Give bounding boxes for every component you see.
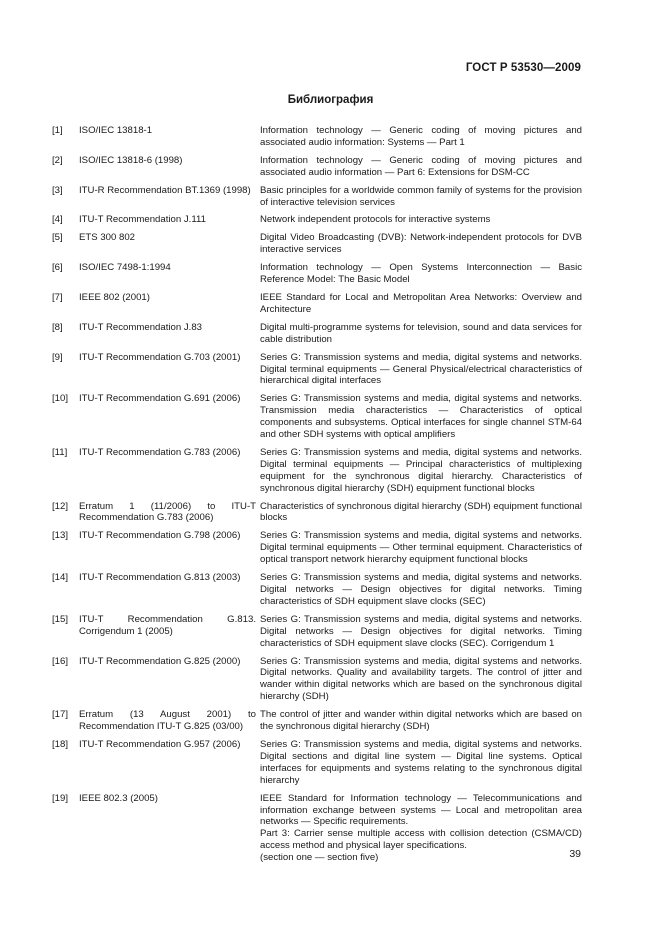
entry-number: [15] xyxy=(52,613,69,625)
entry-number: [12] xyxy=(52,500,69,512)
entry-description: Series G: Transmission systems and media, digital systems and networks. Digital sections and digital line system — Digital line systems. Optical interfaces for equipments and systems relating to the synchronous digital hierarchy xyxy=(260,738,582,786)
entry-description: Information technology — Generic coding of moving pictures and associated audio information: Systems — Part 1 xyxy=(260,125,582,148)
bibliography-entry xyxy=(52,393,582,447)
entry-reference: ETS 300 802 xyxy=(79,232,136,244)
bibliography-entry xyxy=(52,572,582,614)
entry-reference: ITU-T Recommendation G.703 (2001) xyxy=(79,351,241,363)
entry-number: [13] xyxy=(52,530,69,542)
entry-description: Series G: Transmission systems and media, digital systems and networks. Digital networks. Quality and availability targets. The control of jitter and wander within digital networks which are based on the synchronous digital hierarchy (SDH) xyxy=(260,655,582,703)
bibliography-table xyxy=(52,125,582,870)
bibliography-entry xyxy=(52,214,582,232)
entry-number: [7] xyxy=(52,291,63,303)
entry-description: Series G: Transmission systems and media, digital systems and networks. Digital terminal equipments — Principal characteristics of multiplexing equipment for the synchronous digital hierarchy. Characteristics of synchronous digital hierarchy (SDH) equipment functional blocks xyxy=(260,446,582,494)
entry-number: [17] xyxy=(52,709,69,721)
entry-number: [14] xyxy=(52,572,69,584)
entry-description: IEEE Standard for Information technology — Telecommunications and information exchange between systems — Local and metropolitan area networks — Specific requirements. Part 3: Carrier sense multiple access with collision detection (CSMA/CD) access method and physical layer specifications. (section one — section five) xyxy=(260,792,582,864)
entry-reference: ISO/IEC 13818-1 xyxy=(79,125,153,136)
entry-description: Basic principles for a worldwide common family of systems for the provision of interactive television services xyxy=(260,184,582,208)
entry-number: [2] xyxy=(52,154,63,166)
entry-reference: ITU-T Recommendation J.83 xyxy=(79,321,202,333)
entry-reference: Erratum (13 August 2001) to Recommendation ITU-T G.825 (03/00) xyxy=(79,709,256,733)
bibliography-entry xyxy=(52,793,582,870)
entry-number: [4] xyxy=(52,214,63,226)
entry-reference: IEEE 802 (2001) xyxy=(79,291,150,303)
bibliography-entry xyxy=(52,530,582,572)
entry-number: [16] xyxy=(52,655,69,667)
entry-reference: ITU-T Recommendation G.798 (2006) xyxy=(79,530,241,542)
entry-description: Information technology — Generic coding of moving pictures and associated audio information — Part 6: Extensions for DSM-CC xyxy=(260,154,582,178)
bibliography-entry xyxy=(52,501,582,531)
entry-number: [9] xyxy=(52,351,63,363)
bibliography-entry xyxy=(52,155,582,185)
entry-description: Information technology — Open Systems Interconnection — Basic Reference Model: The Basic Model xyxy=(260,262,582,286)
entry-number: [19] xyxy=(52,792,69,804)
entry-description: The control of jitter and wander within digital networks which are based on the synchronous digital hierarchy (SDH) xyxy=(260,709,582,733)
entry-reference: IEEE 802.3 (2005) xyxy=(79,792,158,804)
entry-description: Series G: Transmission systems and media, digital systems and networks. Digital terminal equipments — Other terminal equipment. Characteristics of optical transport network hierarchy equipment functional blocks xyxy=(260,530,582,566)
bibliography-entry xyxy=(52,709,582,739)
entry-description: Series G: Transmission systems and media, digital systems and networks. Digital terminal equipments — General Physical/electrical characteristics of hierarchical digital interfaces xyxy=(260,351,582,387)
entry-description: Series G: Transmission systems and media, digital systems and networks. Transmission media characteristics — Characteristics of optical components and subsystems. Optical interfaces for single channel STM-64 and other SDH systems with optical amplifiers xyxy=(260,393,582,441)
entry-number: [5] xyxy=(52,232,63,244)
bibliography-list xyxy=(52,125,582,870)
entry-reference: ITU-T Recommendation G.783 (2006) xyxy=(79,446,241,458)
entry-reference: ITU-T Recommendation G.813. Corrigendum 1 (2005) xyxy=(79,613,256,637)
entry-number: [8] xyxy=(52,321,63,333)
entry-number: [3] xyxy=(52,184,63,196)
bibliography-entry xyxy=(52,739,582,793)
page-number: 39 xyxy=(569,848,581,860)
entry-description: IEEE Standard for Local and Metropolitan Area Networks: Overview and Architecture xyxy=(260,291,582,315)
bibliography-entry xyxy=(52,292,582,322)
entry-number: [18] xyxy=(52,738,69,750)
bibliography-entry xyxy=(52,262,582,292)
bibliography-entry xyxy=(52,656,582,710)
entry-reference: ITU-T Recommendation G.825 (2000) xyxy=(79,655,241,667)
bibliography-entry xyxy=(52,232,582,262)
entry-reference: ISO/IEC 13818-6 (1998) xyxy=(79,154,183,166)
bibliography-entry xyxy=(52,322,582,352)
bibliography-entry xyxy=(52,447,582,501)
entry-number: [10] xyxy=(52,393,69,405)
bibliography-entry xyxy=(52,614,582,656)
entry-number: [6] xyxy=(52,262,63,274)
bibliography-entry xyxy=(52,185,582,215)
entry-reference: ITU-T Recommendation G.957 (2006) xyxy=(79,738,241,750)
bibliography-entry xyxy=(52,125,582,155)
entry-reference: ITU-T Recommendation G.691 (2006) xyxy=(79,393,241,405)
page-title: Библиография xyxy=(287,94,374,106)
entry-description: Characteristics of synchronous digital hierarchy (SDH) equipment functional blocks xyxy=(260,500,582,524)
entry-description: Digital Video Broadcasting (DVB): Network-independent protocols for DVB interactive services xyxy=(260,232,582,256)
entry-reference: ITU-T Recommendation J.111 xyxy=(79,214,206,226)
entry-description: Network independent protocols for interactive systems xyxy=(260,214,491,226)
document-standard-header: ГОСТ Р 53530—2009 xyxy=(465,62,581,74)
entry-reference: ITU-T Recommendation G.813 (2003) xyxy=(79,572,241,584)
bibliography-entry xyxy=(52,352,582,394)
entry-description: Series G: Transmission systems and media, digital systems and networks. Digital networks — Design objectives for digital networks. Timing characteristics of SDH equipment slave clocks (SEC). Corrigendum 1 xyxy=(260,613,582,649)
entry-description: Digital multi-programme systems for television, sound and data services for cable distribution xyxy=(260,321,582,345)
entry-number: [1] xyxy=(52,125,63,136)
entry-reference: ITU-R Recommendation BT.1369 (1998) xyxy=(79,184,251,196)
entry-reference: Erratum 1 (11/2006) to ITU-T Recommendation G.783 (2006) xyxy=(79,500,256,524)
entry-reference: ISO/IEC 7498-1:1994 xyxy=(79,262,171,274)
entry-description: Series G: Transmission systems and media, digital systems and networks. Digital networks — Design objectives for digital networks. Timing characteristics of SDH equipment slave clocks (SEC) xyxy=(260,572,582,607)
entry-number: [11] xyxy=(52,446,68,458)
